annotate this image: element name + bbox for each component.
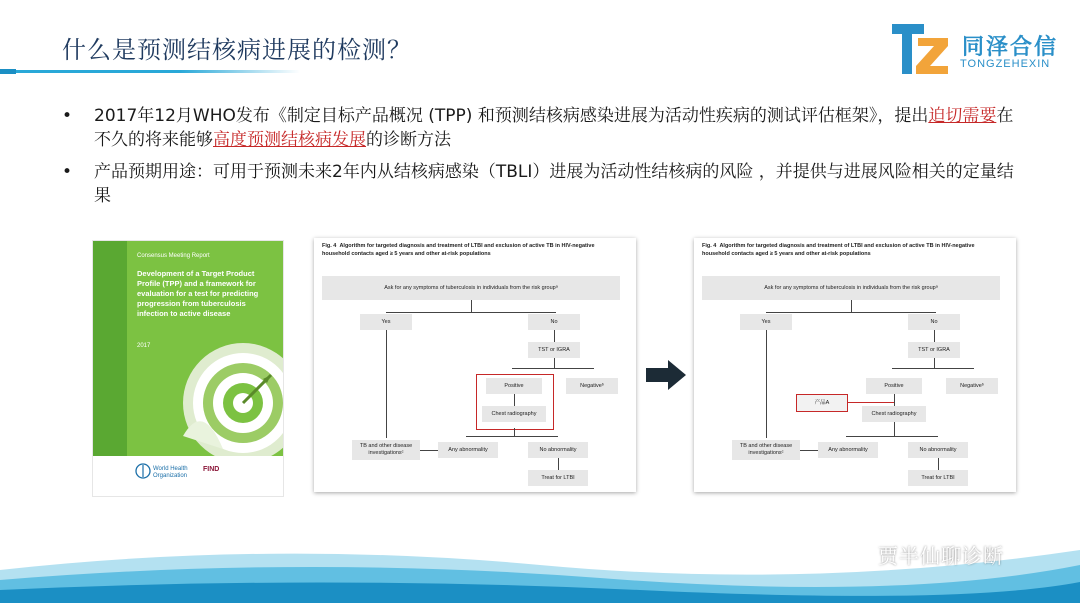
title-underline bbox=[0, 70, 300, 73]
cover-report-label: Consensus Meeting Report bbox=[137, 253, 210, 259]
logo-name-cn: 同泽合信 bbox=[962, 35, 1059, 60]
bullet-text-pre: 2017年12月WHO发布《制定目标产品概况 (TPP) 和预测结核病感染进展为活动性疾病的测试评估框架》，提出 bbox=[94, 106, 929, 126]
figure-caption bbox=[702, 242, 1002, 258]
yes-box: Yes bbox=[740, 314, 792, 330]
chest-radiography-box: Chest radiography bbox=[482, 406, 546, 422]
connector bbox=[386, 330, 387, 438]
connector bbox=[554, 358, 555, 368]
connector bbox=[766, 312, 936, 313]
bullet-dot: • bbox=[62, 106, 73, 126]
bullet-dot: • bbox=[62, 162, 73, 182]
ask-symptoms-box: Ask for any symptoms of tuberculosis in individuals from the risk groupᵃ bbox=[702, 276, 1000, 300]
connector bbox=[938, 458, 939, 470]
slide-title: 什么是预测结核病进展的检测？ bbox=[62, 36, 412, 64]
connector bbox=[766, 330, 767, 438]
wechat-icon bbox=[838, 540, 872, 568]
logo-mark-icon bbox=[890, 20, 952, 78]
bullet-item bbox=[62, 160, 1022, 208]
connector bbox=[512, 368, 594, 369]
algorithm-figure-original bbox=[314, 238, 636, 492]
figure-caption-text: Algorithm for targeted diagnosis and treatment of LTBI and exclusion of active TB in HIV-negative household contacts aged ≥ 5 years and other at-risk populations bbox=[322, 243, 595, 257]
no-box: No bbox=[528, 314, 580, 330]
connector bbox=[892, 368, 974, 369]
connector bbox=[851, 300, 852, 312]
yes-box: Yes bbox=[360, 314, 412, 330]
any-abnormality-box: Any abnormality bbox=[818, 442, 878, 458]
connector bbox=[466, 436, 558, 437]
title-underline-accent bbox=[0, 69, 16, 74]
who-label: World Health Organization bbox=[153, 466, 188, 479]
algorithm-figure-modified bbox=[694, 238, 1016, 492]
target-sticker-icon bbox=[163, 341, 283, 456]
report-cover-image bbox=[92, 240, 284, 497]
highlight-red-box bbox=[476, 374, 554, 430]
right-arrow-icon bbox=[646, 360, 686, 390]
product-a-box: 产品A bbox=[796, 394, 848, 412]
find-logo: FIND bbox=[203, 466, 220, 473]
connector bbox=[386, 312, 556, 313]
bullet-item bbox=[62, 104, 1022, 152]
figure-label: Fig. 4 bbox=[322, 243, 337, 249]
bullet-text: 产品预期用途：可用于预测未来2年内从结核病感染（TBLI）进展为活动性结核病的风险 ，并提供与进展风险相关的定量结果 bbox=[94, 162, 1014, 206]
connector bbox=[471, 300, 472, 312]
negative-box: Negativeᵇ bbox=[946, 378, 998, 394]
negative-box: Negativeᵇ bbox=[566, 378, 618, 394]
positive-box: Positive bbox=[866, 378, 922, 394]
figure-label: Fig. 4 bbox=[702, 243, 717, 249]
tb-investigation-box: TB and other disease investigationsᶜ bbox=[352, 440, 420, 460]
highlight-prediction: 高度预测结核病发展 bbox=[213, 130, 366, 150]
tb-investigation-box: TB and other disease investigationsᶜ bbox=[732, 440, 800, 460]
no-abnormality-box: No abnormality bbox=[908, 442, 968, 458]
ask-symptoms-box: Ask for any symptoms of tuberculosis in individuals from the risk groupᵃ bbox=[322, 276, 620, 300]
test-box: TST or IGRA bbox=[528, 342, 580, 358]
highlight-urgent-need: 迫切需要 bbox=[928, 106, 997, 126]
figure-caption-text: Algorithm for targeted diagnosis and treatment of LTBI and exclusion of active TB in HIV-negative household contacts aged ≥ 5 years and other at-risk populations bbox=[702, 243, 975, 257]
cover-year: 2017 bbox=[137, 343, 151, 349]
connector bbox=[934, 330, 935, 342]
product-arrow-line bbox=[848, 402, 894, 403]
arrow-line bbox=[420, 450, 438, 451]
bullet-text-mid: 在不久的将来能够 bbox=[94, 106, 1014, 150]
any-abnormality-box: Any abnormality bbox=[438, 442, 498, 458]
treat-ltbi-box: Treat for LTBI bbox=[528, 470, 588, 486]
treat-ltbi-box: Treat for LTBI bbox=[908, 470, 968, 486]
who-emblem-icon bbox=[135, 463, 151, 479]
bullet-text-post: 的诊断方法 bbox=[366, 130, 451, 150]
bullet-list bbox=[62, 104, 1022, 216]
no-abnormality-box: No abnormality bbox=[528, 442, 588, 458]
arrow-line bbox=[800, 450, 818, 451]
chest-radiography-box: Chest radiography bbox=[862, 406, 926, 422]
test-box: TST or IGRA bbox=[908, 342, 960, 358]
figure-caption bbox=[322, 242, 622, 258]
connector bbox=[558, 458, 559, 470]
connector bbox=[846, 436, 938, 437]
no-box: No bbox=[908, 314, 960, 330]
positive-box: Positive bbox=[486, 378, 542, 394]
company-logo bbox=[890, 20, 1065, 80]
cover-title: Development of a Target Product Profile (TPP) and a framework for evaluation for a test for predicting progression from tuberculosis infection to active disease bbox=[137, 269, 259, 318]
connector bbox=[514, 428, 515, 436]
connector bbox=[554, 330, 555, 342]
connector bbox=[934, 358, 935, 368]
wechat-account-name: 贾半仙聊诊断 bbox=[878, 544, 1004, 568]
connector bbox=[894, 394, 895, 406]
logo-name-en: TONGZEHEXIN bbox=[960, 58, 1051, 70]
connector bbox=[894, 422, 895, 436]
